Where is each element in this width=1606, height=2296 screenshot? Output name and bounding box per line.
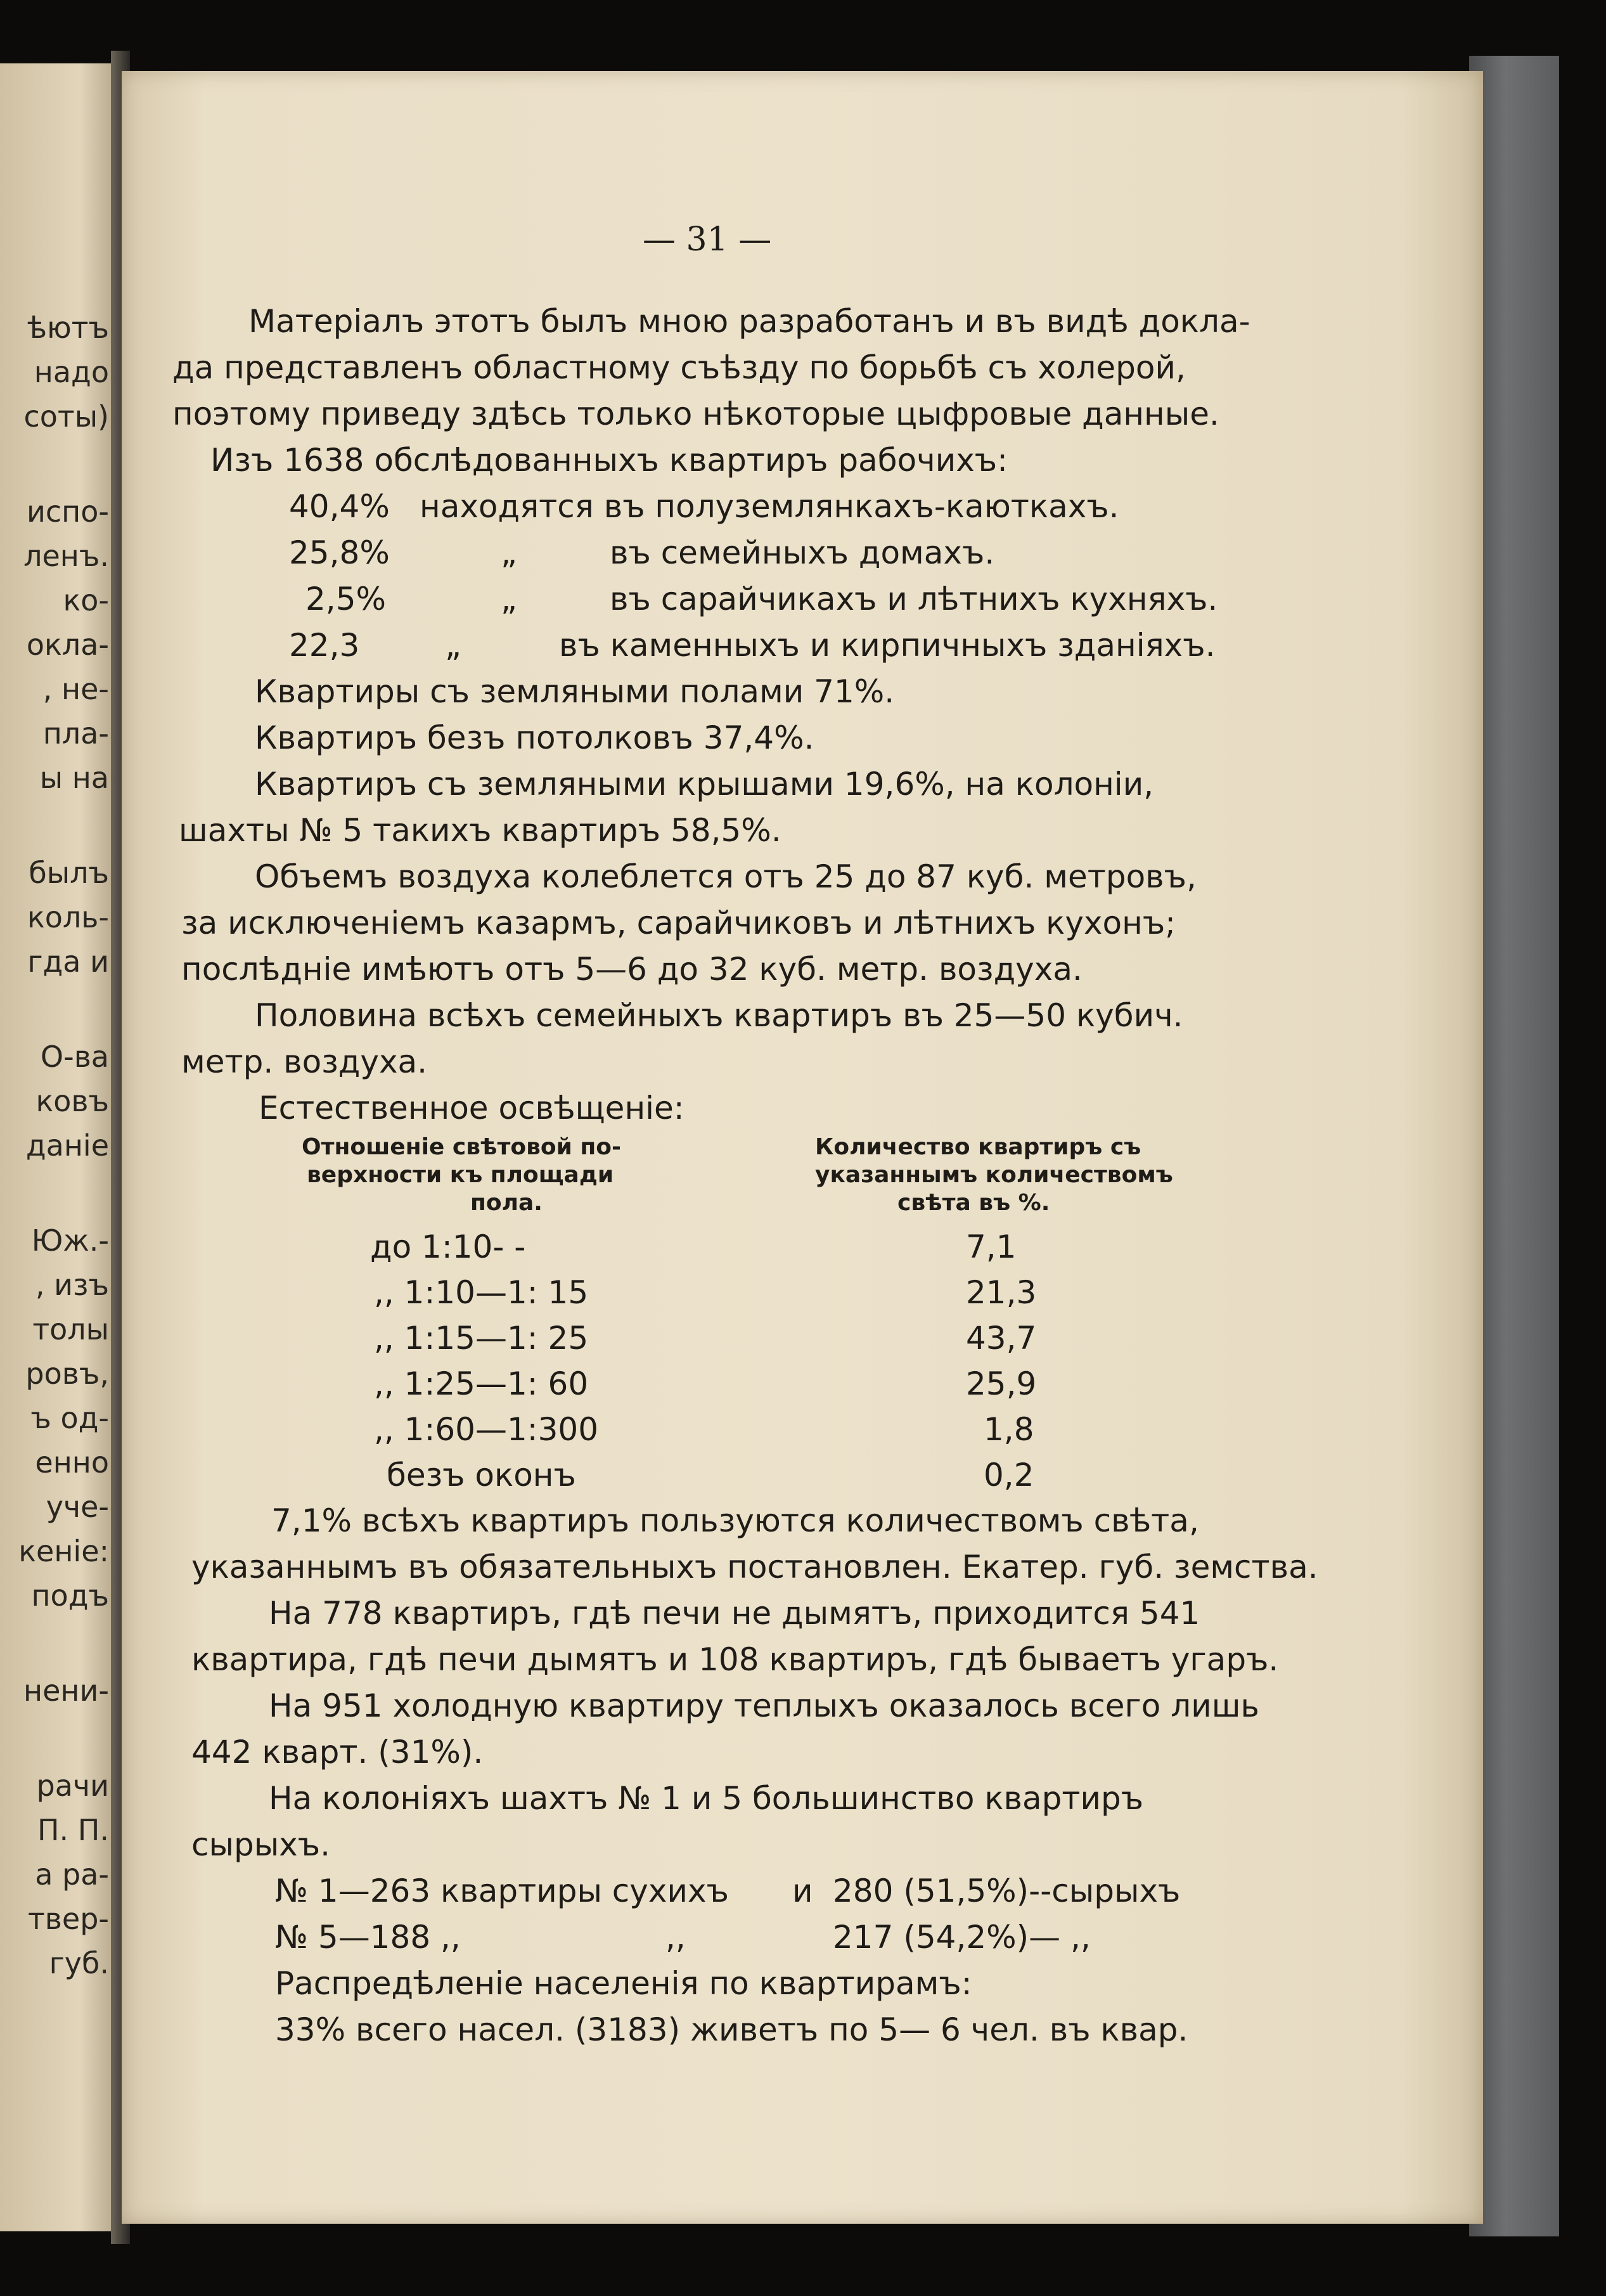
- text-line: Распредѣленіе населенія по квартирамъ:: [275, 1965, 972, 2002]
- prev-page-fragment: испо-: [26, 494, 109, 529]
- prev-page-fragment: О-ва: [40, 1040, 109, 1074]
- text-line: Квартиръ съ земляными крышами 19,6%, на колоніи,: [255, 766, 1154, 803]
- table-value: 21,3: [966, 1274, 1037, 1311]
- table-ratio: ,, 1:10—1: 15: [374, 1274, 589, 1311]
- prev-page-fragment: твер-: [27, 1902, 109, 1936]
- text-line: послѣдніе имѣютъ отъ 5—6 до 32 куб. метр. воздуха.: [181, 951, 1082, 988]
- text-line: Объемъ воздуха колеблется отъ 25 до 87 куб. метровъ,: [255, 858, 1197, 895]
- housing-text: въ сарайчикахъ и лѣтнихъ кухняхъ.: [610, 581, 1218, 617]
- text-line: шахты № 5 такихъ квартиръ 58,5%.: [179, 812, 781, 849]
- prev-page-fragment: рачи: [36, 1769, 109, 1803]
- text-line: Квартиры съ земляными полами 71%.: [255, 673, 895, 710]
- housing-text: находятся въ полуземлянкахъ-каюткахъ.: [420, 488, 1119, 525]
- prev-page-fragment: былъ: [29, 856, 109, 890]
- text-line: Квартиръ безъ потолковъ 37,4%.: [255, 719, 814, 756]
- dampness-label: № 1—263 квартиры сухихъ: [275, 1873, 729, 1909]
- prev-page-fragment: гда и: [27, 945, 109, 979]
- prev-page-fragment: ѣютъ: [27, 311, 109, 345]
- table-header-left: верхности къ площади: [307, 1162, 614, 1188]
- prev-page-fragment: ленъ.: [23, 539, 109, 573]
- book-page: [122, 71, 1483, 2224]
- prev-page-fragment: коль-: [27, 900, 109, 934]
- text-line: На колоніяхъ шахтъ № 1 и 5 большинство квартиръ: [269, 1780, 1144, 1817]
- housing-text: въ каменныхъ и кирпичныхъ зданіяхъ.: [559, 627, 1216, 664]
- prev-page-fragment: ъ од-: [30, 1401, 109, 1435]
- prev-page-fragment: ко-: [63, 583, 109, 617]
- housing-pct: 40,4%: [289, 488, 390, 525]
- table-value: 43,7: [966, 1320, 1037, 1357]
- dampness-label: № 5—188 ,,: [275, 1919, 461, 1956]
- prev-page-fragment: подъ: [31, 1578, 109, 1613]
- table-ratio: ,, 1:60—1:300: [374, 1411, 599, 1448]
- prev-page-fragment: соты): [23, 399, 109, 434]
- table-ratio: ,, 1:15—1: 25: [374, 1320, 589, 1357]
- text-line: Изъ 1638 обслѣдованныхъ квартиръ рабочихъ:: [210, 442, 1008, 479]
- text-line: за исключеніемъ казармъ, сарайчиковъ и лѣтнихъ кухонъ;: [181, 905, 1176, 941]
- dampness-value: 217 (54,2%)— ,,: [833, 1919, 1091, 1956]
- prev-page-fragment: П. П.: [37, 1813, 109, 1847]
- page-number: — 31 —: [643, 221, 772, 259]
- text-line: указаннымъ въ обязательныхъ постановлен. Екатер. губ. земства.: [191, 1549, 1318, 1585]
- prev-page-fragment: ы на: [39, 761, 109, 795]
- text-line: 442 кварт. (31%).: [191, 1734, 484, 1770]
- text-line: На 951 холодную квартиру теплыхъ оказалось всего лишь: [269, 1687, 1259, 1724]
- table-value: 1,8: [984, 1411, 1034, 1448]
- prev-page-fragment: , изъ: [35, 1268, 109, 1302]
- prev-page-fragment: толы: [32, 1312, 109, 1346]
- text-line: метр. воздуха.: [181, 1043, 428, 1080]
- text-line: поэтому приведу здѣсь только нѣкоторые цыфровые данные.: [172, 396, 1219, 432]
- dampness-value: 280 (51,5%)--сырыхъ: [833, 1873, 1181, 1909]
- prev-page-fragment: нени-: [23, 1674, 109, 1708]
- prev-page-fragment: Юж.-: [31, 1223, 109, 1258]
- prev-page-fragment: , не-: [42, 672, 109, 706]
- table-header-right: Количество квартиръ съ: [815, 1134, 1141, 1160]
- table-header-left: пола.: [470, 1190, 543, 1216]
- prev-page-fragment: уче-: [46, 1490, 109, 1524]
- table-header-left: Отношеніе свѣтовой по-: [302, 1134, 621, 1160]
- dampness-mid: ,,: [665, 1919, 686, 1956]
- text-line: сырыхъ.: [191, 1826, 330, 1863]
- ditto-mark: „: [501, 534, 517, 571]
- table-header-right: свѣта въ %.: [897, 1190, 1050, 1216]
- prev-page-fragment: пла-: [42, 716, 109, 751]
- housing-text: въ семейныхъ домахъ.: [610, 534, 995, 571]
- table-value: 25,9: [966, 1365, 1037, 1402]
- table-value: 0,2: [984, 1457, 1034, 1493]
- table-header-right: указаннымъ количествомъ: [815, 1162, 1173, 1188]
- text-line: Матеріалъ этотъ былъ мною разработанъ и въ видѣ докла-: [248, 303, 1250, 340]
- text-line: Половина всѣхъ семейныхъ квартиръ въ 25—50 кубич.: [255, 997, 1183, 1034]
- housing-pct: 22,3: [289, 627, 360, 664]
- prev-page-fragment: надо: [34, 355, 109, 389]
- housing-pct: 25,8%: [289, 534, 390, 571]
- dampness-mid: и: [792, 1873, 813, 1909]
- table-ratio: безъ оконъ: [387, 1457, 576, 1493]
- table-value: 7,1: [966, 1229, 1017, 1265]
- prev-page-fragment: губ.: [49, 1946, 109, 1980]
- ditto-mark: „: [501, 581, 517, 617]
- text-line: На 778 квартиръ, гдѣ печи не дымятъ, приходится 541: [269, 1595, 1200, 1632]
- text-line: да представленъ областному съѣзду по борьбѣ съ холерой,: [172, 349, 1186, 386]
- housing-pct: 2,5%: [305, 581, 387, 617]
- prev-page-fragment: ровъ,: [25, 1357, 109, 1391]
- prev-page-fragment: окла-: [26, 628, 109, 662]
- text-line: 33% всего насел. (3183) живетъ по 5— 6 чел. въ квар.: [275, 2011, 1188, 2048]
- text-line: квартира, гдѣ печи дымятъ и 108 квартиръ, гдѣ бываетъ угаръ.: [191, 1641, 1279, 1678]
- prev-page-fragment: а ра-: [35, 1857, 109, 1892]
- table-ratio: до 1:10- -: [370, 1229, 526, 1265]
- section-heading: Естественное освѣщеніе:: [259, 1090, 684, 1126]
- prev-page-fragment: кеніе:: [18, 1534, 109, 1568]
- prev-page-fragment: ковъ: [35, 1084, 109, 1118]
- ditto-mark: „: [445, 627, 461, 664]
- prev-page-fragment: даніе: [25, 1128, 109, 1163]
- table-ratio: ,, 1:25—1: 60: [374, 1365, 589, 1402]
- prev-page-fragment: енно: [35, 1445, 109, 1480]
- previous-page: [0, 63, 114, 2231]
- text-line: 7,1% всѣхъ квартиръ пользуются количествомъ свѣта,: [271, 1502, 1199, 1539]
